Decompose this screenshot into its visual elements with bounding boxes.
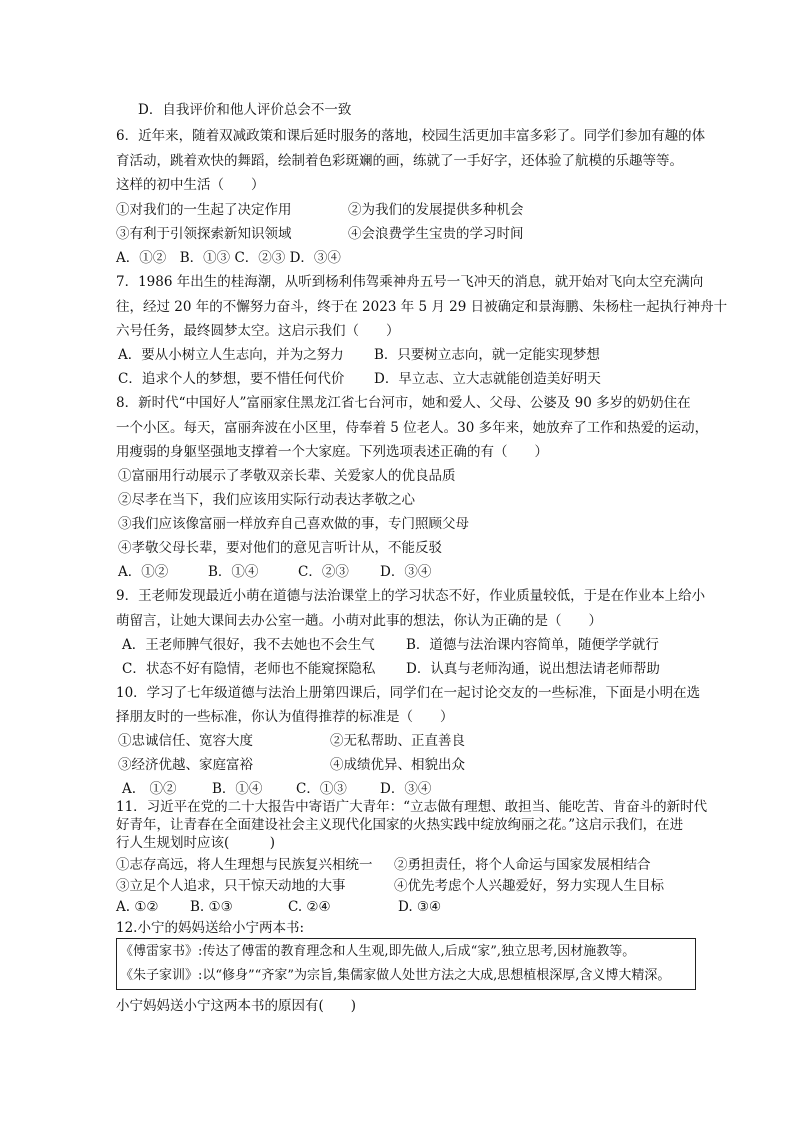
q10-statement-4: ④成绩优异、相貌出众 [330,757,465,773]
q7-stem-line-3: 六号任务，最终圆梦太空。这启示我们（ ） [116,323,400,339]
q6-statement-4: ④会浪费学生宝贵的学习时间 [348,226,524,242]
q10-stem-line-2: 择朋友时的一些标准，你认为值得推荐的标准是（ ） [116,709,454,725]
q8-stem-line-2: 一个小区。每天，富丽奔波在小区里，侍奉着 5 位老人。30 多年来，她放弃了工作和热爱的运动， [116,420,709,436]
q10-stem-line-1: 10．学习了七年级道德与法治上册第四课后，同学们在一起讨论交友的一些标准，下面是小明在选 [116,685,701,701]
q8-statement-1: ①富丽用行动展示了孝敬双亲长辈、关爱家人的优良品质 [118,468,456,484]
q6-options: A．①② B．①③ C．②③ D．③④ [116,250,341,266]
q6-stem-line-3: 这样的初中生活（ ） [116,177,265,193]
q11-option-c: C. ②④ [288,899,331,915]
q11-option-b: B. ①③ [190,899,233,915]
q10-option-b: B．①④ [212,781,263,797]
q10-option-a: A. ①② [122,781,177,797]
q12-question: 小宁妈妈送小宁这两本书的原因有( ) [116,998,357,1014]
q8-statement-4: ④孝敬父母长辈，要对他们的意见言听计从，不能反驳 [118,540,442,556]
q9-option-c: C．状态不好有隐情，老师也不能窥探隐私 [122,661,376,677]
q8-option-c: C．②③ [298,564,349,580]
q9-option-b: B．道德与法治课内容简单，随便学学就行 [406,637,659,653]
q8-stem-line-1: 8．新时代“中国好人”富丽家住黑龙江省七台河市，她和爱人、父母、公婆及 90 多岁的奶奶住在 [116,395,691,411]
q11-statement-3: ③立足个人追求，只干惊天动地的大事 [116,878,346,894]
q11-stem-line-2: 好青年，让青春在全面建设社会主义现代化国家的火热实践中绽放绚丽之花。”这启示我们，在进 [116,817,684,833]
q11-option-d: D. ③④ [398,899,442,915]
q8-option-d: D．③④ [380,564,432,580]
q8-option-b: B．①④ [208,564,259,580]
q9-option-a: A．王老师脾气很好，我不去她也不会生气 [122,637,375,653]
q8-option-a: A．①② [118,564,169,580]
q10-option-d: D．③④ [380,781,432,797]
q12-book-2: 《朱子家训》:以“修身”“齐家”为宗旨,集儒家做人处世方法之大成,思想植根深厚,含义博大精深。 [120,968,671,983]
q8-statement-2: ②尽孝在当下，我们应该用实际行动表达孝敬之心 [118,492,415,508]
q7-option-c: C．追求个人的梦想，要不惜任何代价 [118,371,345,387]
q9-stem-line-2: 萌留言，让她大课间去办公室一趟。小萌对此事的想法，你认为正确的是（ ） [116,613,602,629]
q10-statement-3: ③经济优越、家庭富裕 [118,757,253,773]
q7-stem-line-2: 往，经过 20 年的不懈努力奋斗，终于在 2023 年 5 月 29 日被确定和景海鹏、朱杨柱一起执行神舟十 [116,299,728,315]
q10-option-c: C．①③ [296,781,347,797]
q6-stem-line-2: 育活动，跳着欢快的舞蹈，绘制着色彩斑斓的画，练就了一手好字，还体验了航模的乐趣等等。 [116,153,683,169]
q6-statement-2: ②为我们的发展提供多种机会 [348,202,524,218]
q7-option-b: B．只要树立志向，就一定能实现梦想 [374,347,600,363]
q8-statement-3: ③我们应该像富丽一样放弃自己喜欢做的事，专门照顾父母 [118,516,469,532]
q11-statement-4: ④优先考虑个人兴趣爱好，努力实现人生目标 [394,878,664,894]
q12-book-box [116,938,696,990]
q8-stem-line-3: 用瘦弱的身躯坚强地支撑着一个大家庭。下列选项表述正确的有（ ） [116,444,548,460]
q11-option-a: A. ①② [116,899,159,915]
q6-statement-1: ①对我们的一生起了决定作用 [116,202,292,218]
q11-statement-2: ②勇担责任，将个人命运与国家发展相结合 [394,857,651,873]
q11-stem-line-3: 行人生规划时应该( ) [116,835,276,851]
q12-intro: 12.小宁的妈妈送给小宁两本书: [116,920,305,936]
q6-statement-3: ③有利于引领探索新知识领域 [116,226,292,242]
q7-option-d: D．早立志、立大志就能创造美好明天 [374,371,601,387]
q6-stem-line-1: 6．近年来，随着双减政策和课后延时服务的落地，校园生活更加丰富多彩了。同学们参加有趣的体 [116,128,706,144]
q10-statement-2: ②无私帮助、正直善良 [330,733,465,749]
q9-stem-line-1: 9．王老师发现最近小萌在道德与法治课堂上的学习状态不好，作业质量较低，于是在作业本上给小 [116,588,706,604]
q12-book-1: 《傅雷家书》:传达了傅雷的教育理念和人生观,即先做人,后成“家”,独立思考,因材施教等。 [120,944,636,959]
q11-stem-line-1: 11．习近平在党的二十大报告中寄语广大青年：“立志做有理想、敢担当、能吃苦、肯奋斗的新时代 [116,799,708,815]
q11-statement-1: ①志存高远，将人生理想与民族复兴相统一 [116,857,373,873]
q9-option-d: D．认真与老师沟通，说出想法请老师帮助 [406,661,660,677]
q7-stem-line-1: 7．1986 年出生的桂海潮，从听到杨利伟驾乘神舟五号一飞冲天的消息，就开始对飞向太空充满向 [116,274,704,290]
q7-option-a: A．要从小树立人生志向，并为之努力 [118,347,344,363]
q5-option-d: D．自我评价和他人评价总会不一致 [138,102,352,118]
q10-statement-1: ①忠诚信任、宽容大度 [118,733,253,749]
